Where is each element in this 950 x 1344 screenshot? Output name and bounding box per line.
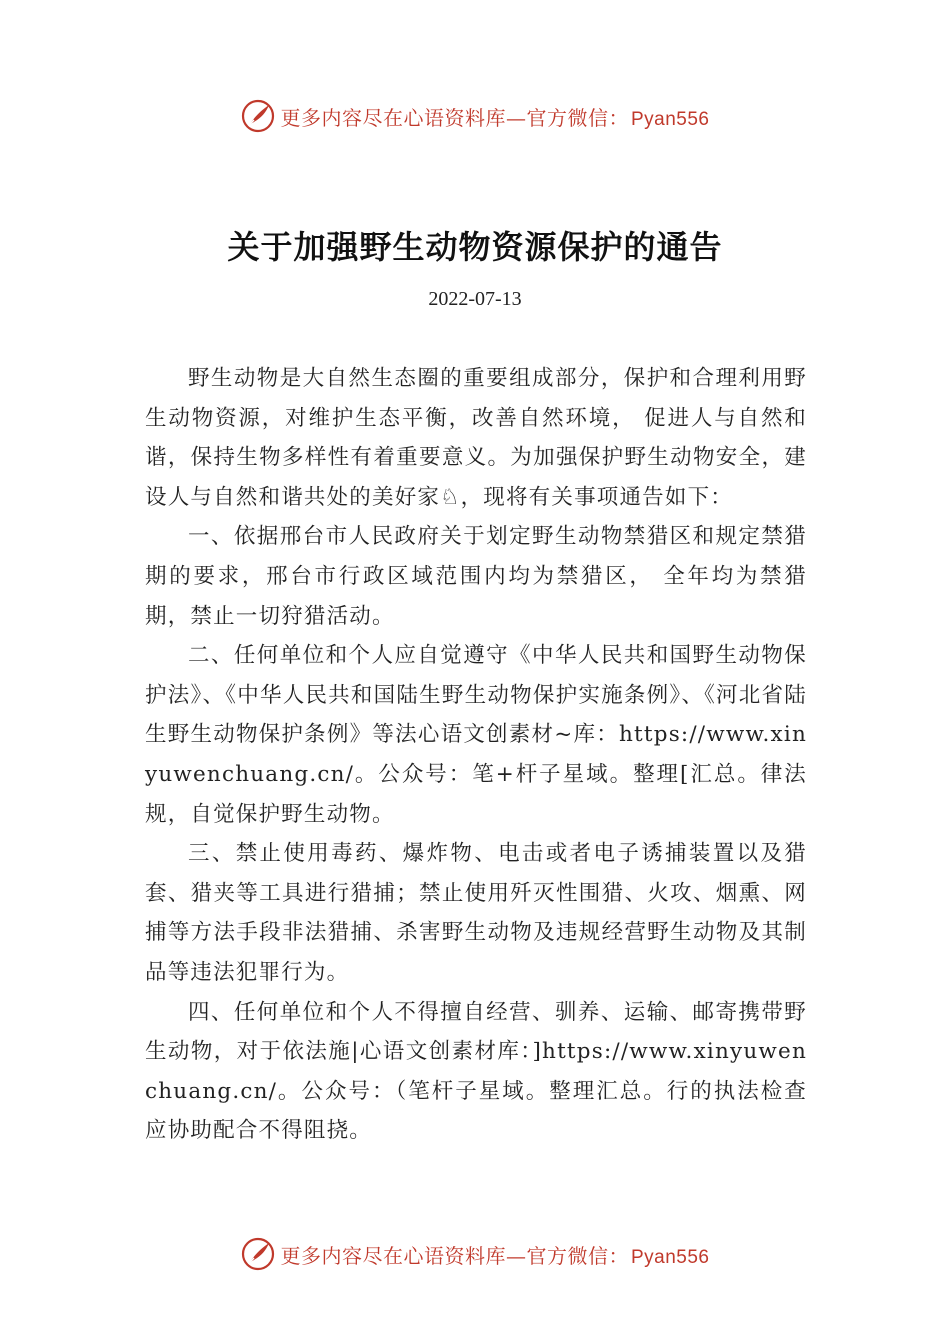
banner-wechat-id: Pyan556: [630, 1246, 710, 1268]
paragraph-item-1: 一、依据邢台市人民政府关于划定野生动物禁猎区和规定禁猎期的要求，邢台市行政区域范围内均为禁猎区， 全年均为禁猎期，禁止一切狩猎活动。: [145, 524, 807, 629]
paragraph-intro: 野生动物是大自然生态圈的重要组成部分，保护和合理利用野生动物资源，对维护生态平衡，改善自然环境， 促进人与自然和谐，保持生物多样性有着重要意义。为加强保护野生动物安全，建设人与自然和谐共处的美好家♘，现将有关事项通告如下：: [145, 366, 807, 510]
footer-banner: [0, 1234, 950, 1274]
banner-wechat-id: Pyan556: [630, 108, 710, 130]
header-banner: [0, 96, 950, 136]
banner-slogan: 更多内容尽在心语资料库—官方微信：: [280, 105, 629, 130]
paragraph-item-4: 四、任何单位和个人不得擅自经营、驯养、运输、邮寄携带野生动物，对于依法施|心语文创素材库：]https://www.xinyuwenchuang.cn/。公众号：（笔杆子星域。整理汇总。行的执法检查应协助配合不得阻挠。: [145, 999, 807, 1144]
banner-text: [280, 102, 709, 131]
quill-pen-logo-icon: [240, 1236, 276, 1272]
document-body: [145, 359, 807, 1151]
banner-text: [280, 1240, 709, 1269]
paragraph-item-3: 三、禁止使用毒药、爆炸物、电击或者电子诱捕装置以及猎套、猎夹等工具进行猎捕；禁止使用歼灭性围猎、火攻、烟熏、网捕等方法手段非法猎捕、杀害野生动物及违规经营野生动物及其制品等违法犯罪行为。: [145, 841, 807, 985]
quill-pen-logo-icon: [240, 98, 276, 134]
banner-slogan: 更多内容尽在心语资料库—官方微信：: [280, 1243, 629, 1268]
document-title: 关于加强野生动物资源保护的通告: [227, 228, 723, 266]
document-date: 2022-07-13: [428, 288, 522, 310]
paragraph-item-2: 二、任何单位和个人应自觉遵守《中华人民共和国野生动物保护法》、《中华人民共和国陆生野生动物保护实施条例》、《河北省陆生野生动物保护条例》等法心语文创素材~库：https://www.xinyuwenchuang.cn/。公众号：笔+杆子星域。整理[汇总。律法规，自觉保护野生动物。: [145, 643, 807, 827]
